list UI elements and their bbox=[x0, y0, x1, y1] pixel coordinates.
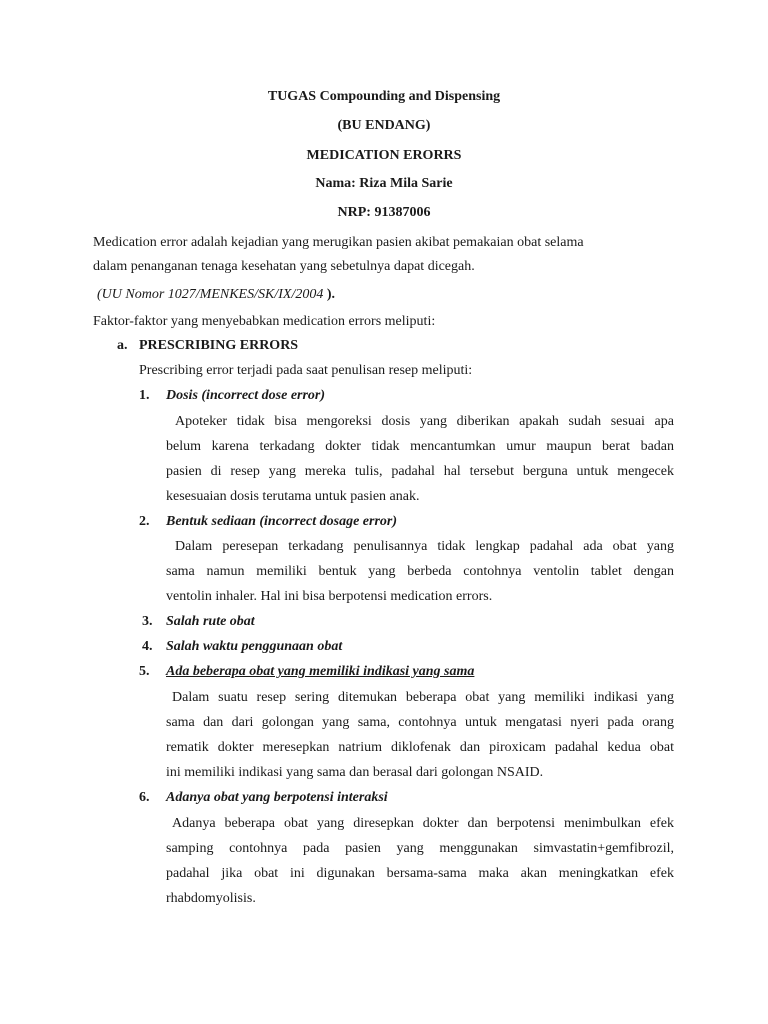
item-6-line-1: Adanya beberapa obat yang diresepkan dokter dan berpotensi menimbulkan efek bbox=[172, 816, 674, 831]
item-6-line-4: rhabdomyolisis. bbox=[166, 891, 256, 906]
item-5-line-1: Dalam suatu resep sering ditemukan beberapa obat yang memiliki indikasi yang bbox=[172, 690, 674, 705]
section-a-lead: Prescribing error terjadi pada saat penulisan resep meliputi: bbox=[139, 363, 473, 378]
reference-text: (UU Nomor 1027/MENKES/SK/IX/2004 bbox=[97, 287, 324, 302]
item-5-line-3: rematik dokter meresepkan natrium diklofenak dan piroxicam padahal kedua obat bbox=[166, 740, 674, 755]
item-4-heading: Salah waktu penggunaan obat bbox=[166, 639, 343, 654]
item-6-line-2: samping contohnya pada pasien yang menggunakan simvastatin+gemfibrozil, bbox=[166, 841, 674, 856]
teacher-name: (BU ENDANG) bbox=[337, 118, 431, 133]
legal-reference bbox=[97, 286, 335, 304]
reference-close: ). bbox=[326, 287, 336, 302]
item-4-number: 4. bbox=[142, 639, 153, 654]
item-1-line-1: Apoteker tidak bisa mengoreksi dosis yang diberikan apakah sudah sesuai apa bbox=[175, 414, 674, 429]
student-nrp: NRP: 91387006 bbox=[337, 205, 431, 220]
document-topic: MEDICATION ERORRS bbox=[306, 148, 462, 163]
item-2-number: 2. bbox=[139, 514, 150, 529]
item-5-number: 5. bbox=[139, 664, 150, 679]
item-1-heading: Dosis (incorrect dose error) bbox=[166, 388, 326, 403]
student-name: Nama: Riza Mila Sarie bbox=[315, 176, 453, 191]
intro-line-1: Medication error adalah kejadian yang merugikan pasien akibat pemakaian obat selama bbox=[93, 235, 584, 250]
item-2-line-1: Dalam peresepan terkadang penulisannya tidak lengkap padahal ada obat yang bbox=[175, 539, 674, 554]
item-5-heading: Ada beberapa obat yang memiliki indikasi yang sama bbox=[166, 664, 475, 679]
item-1-line-3: pasien di resep yang mereka tulis, padahal hal tersebut berguna untuk mengecek bbox=[166, 464, 674, 479]
section-a-marker: a. bbox=[117, 338, 128, 353]
item-5-line-4: ini memiliki indikasi yang sama dan berasal dari golongan NSAID. bbox=[166, 765, 544, 780]
item-5-line-2: sama dan dari golongan yang sama, contohnya untuk mengatasi nyeri pada orang bbox=[166, 715, 674, 730]
item-6-line-3: padahal jika obat ini digunakan bersama-sama maka akan meningkatkan efek bbox=[166, 866, 674, 881]
item-1-line-4: kesesuaian dosis terutama untuk pasien anak. bbox=[166, 489, 420, 504]
item-3-number: 3. bbox=[142, 614, 153, 629]
item-1-number: 1. bbox=[139, 388, 150, 403]
intro-line-2: dalam penanganan tenaga kesehatan yang sebetulnya dapat dicegah. bbox=[93, 259, 475, 274]
item-1-line-2: belum karena terkadang dokter tidak mencantumkan umur maupun berat badan bbox=[166, 439, 674, 454]
item-2-line-3: ventolin inhaler. Hal ini bisa berpotensi medication errors. bbox=[166, 589, 493, 604]
item-6-number: 6. bbox=[139, 790, 150, 805]
item-6-heading: Adanya obat yang berpotensi interaksi bbox=[166, 790, 388, 805]
document-title: TUGAS Compounding and Dispensing bbox=[267, 89, 501, 104]
item-2-line-2: sama namun memiliki bentuk yang berbeda contohnya ventolin tablet dengan bbox=[166, 564, 674, 579]
factors-intro: Faktor-faktor yang menyebabkan medication errors meliputi: bbox=[93, 314, 436, 329]
item-2-heading: Bentuk sediaan (incorrect dosage error) bbox=[166, 514, 397, 529]
item-3-heading: Salah rute obat bbox=[166, 614, 255, 629]
section-a-title: PRESCRIBING ERRORS bbox=[139, 338, 299, 353]
